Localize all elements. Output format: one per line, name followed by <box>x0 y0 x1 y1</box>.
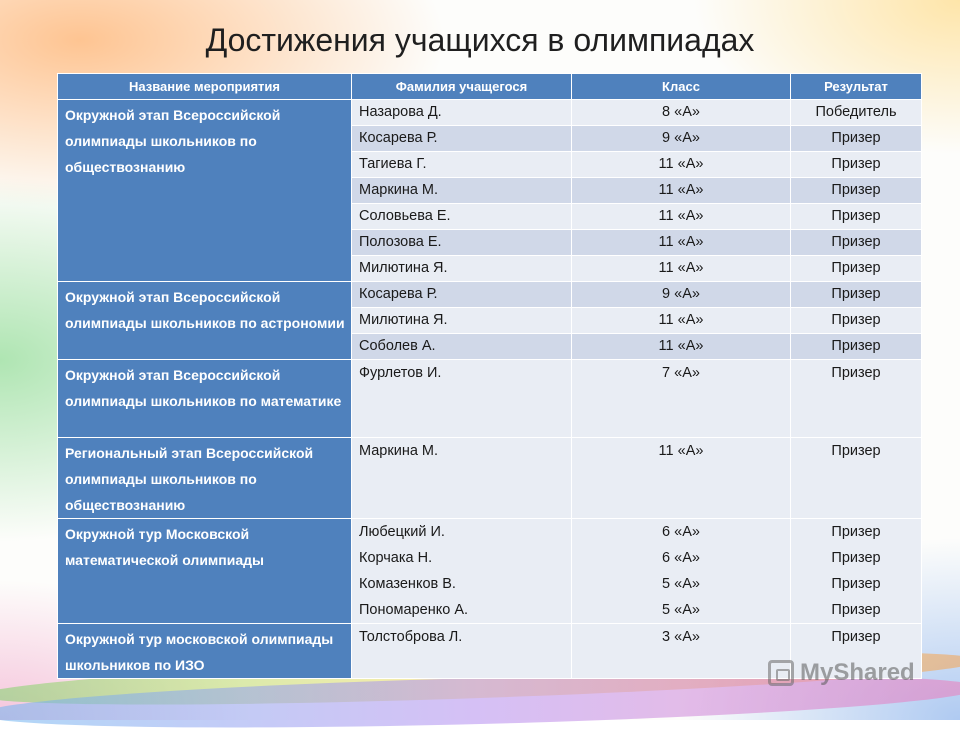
student-name: Пономаренко А. <box>359 602 469 618</box>
result: Призер <box>831 576 881 592</box>
result: Призер <box>791 360 922 438</box>
event-name: Окружной этап Всероссийской олимпиады школьников по астрономии <box>58 282 352 360</box>
student-class: 11 «А» <box>572 230 791 256</box>
student-classes-cell <box>572 519 791 624</box>
result: Призер <box>791 126 922 152</box>
slide-title: Достижения учащихся в олимпиадах <box>205 22 755 58</box>
student-name: Фурлетов И. <box>352 360 572 438</box>
event-name: Окружной тур Московской математической олимпиады <box>58 519 352 624</box>
header-class: Класс <box>572 74 791 100</box>
student-name: Милютина Я. <box>352 256 572 282</box>
student-class: 6 «А» <box>662 524 700 540</box>
student-name: Косарева Р. <box>352 282 572 308</box>
table-row <box>58 100 922 126</box>
header-student: Фамилия учащегося <box>352 74 572 100</box>
student-class: 7 «А» <box>572 360 791 438</box>
student-class: 8 «А» <box>572 100 791 126</box>
table-header-row <box>58 74 922 100</box>
student-name: Комазенков В. <box>359 576 456 592</box>
header-event: Название мероприятия <box>58 74 352 100</box>
student-class: 3 «А» <box>572 624 791 679</box>
watermark-text: MyShared <box>800 659 915 686</box>
event-name: Окружной тур московской олимпиады школьников по ИЗО <box>58 624 352 679</box>
header-result: Результат <box>791 74 922 100</box>
table-row <box>58 360 922 438</box>
result: Призер <box>791 438 922 519</box>
student-class: 5 «А» <box>662 602 700 618</box>
student-class: 9 «А» <box>572 282 791 308</box>
student-name: Маркина М. <box>352 438 572 519</box>
student-name: Соболев А. <box>352 334 572 360</box>
result: Призер <box>831 524 881 540</box>
student-name: Корчака Н. <box>359 550 433 566</box>
result: Призер <box>791 334 922 360</box>
result: Призер <box>791 282 922 308</box>
result: Призер <box>791 308 922 334</box>
result: Призер <box>831 602 881 618</box>
student-name: Тагиева Г. <box>352 152 572 178</box>
student-name: Маркина М. <box>352 178 572 204</box>
student-name: Толстоброва Л. <box>352 624 572 679</box>
student-class: 11 «А» <box>572 334 791 360</box>
table-row <box>58 438 922 519</box>
event-name: Окружной этап Всероссийской олимпиады школьников по математике <box>58 360 352 438</box>
watermark-logo <box>768 656 915 690</box>
result: Призер <box>791 204 922 230</box>
student-name: Полозова Е. <box>352 230 572 256</box>
result: Призер <box>791 230 922 256</box>
student-class: 11 «А» <box>572 178 791 204</box>
table-row <box>58 519 922 624</box>
result: Призер <box>791 256 922 282</box>
achievements-table <box>57 73 922 679</box>
student-class: 6 «А» <box>662 550 700 566</box>
event-name: Региональный этап Всероссийской олимпиады школьников по обществознанию <box>58 438 352 519</box>
result: Призер <box>791 178 922 204</box>
student-class: 11 «А» <box>572 438 791 519</box>
student-class: 11 «А» <box>572 308 791 334</box>
student-class: 9 «А» <box>572 126 791 152</box>
student-name: Любецкий И. <box>359 524 445 540</box>
myshared-logo-icon <box>768 660 794 686</box>
student-class: 11 «А» <box>572 152 791 178</box>
result: Призер <box>791 152 922 178</box>
result: Призер <box>791 624 922 679</box>
event-name: Окружной этап Всероссийской олимпиады школьников по обществознанию <box>58 100 352 282</box>
student-name: Соловьева Е. <box>352 204 572 230</box>
student-class: 5 «А» <box>662 576 700 592</box>
student-names-cell <box>352 519 572 624</box>
student-class: 11 «А» <box>572 256 791 282</box>
table-row <box>58 282 922 308</box>
results-cell <box>791 519 922 624</box>
student-name: Назарова Д. <box>352 100 572 126</box>
student-class: 11 «А» <box>572 204 791 230</box>
student-name: Милютина Я. <box>352 308 572 334</box>
student-name: Косарева Р. <box>352 126 572 152</box>
result: Призер <box>831 550 881 566</box>
result: Победитель <box>791 100 922 126</box>
